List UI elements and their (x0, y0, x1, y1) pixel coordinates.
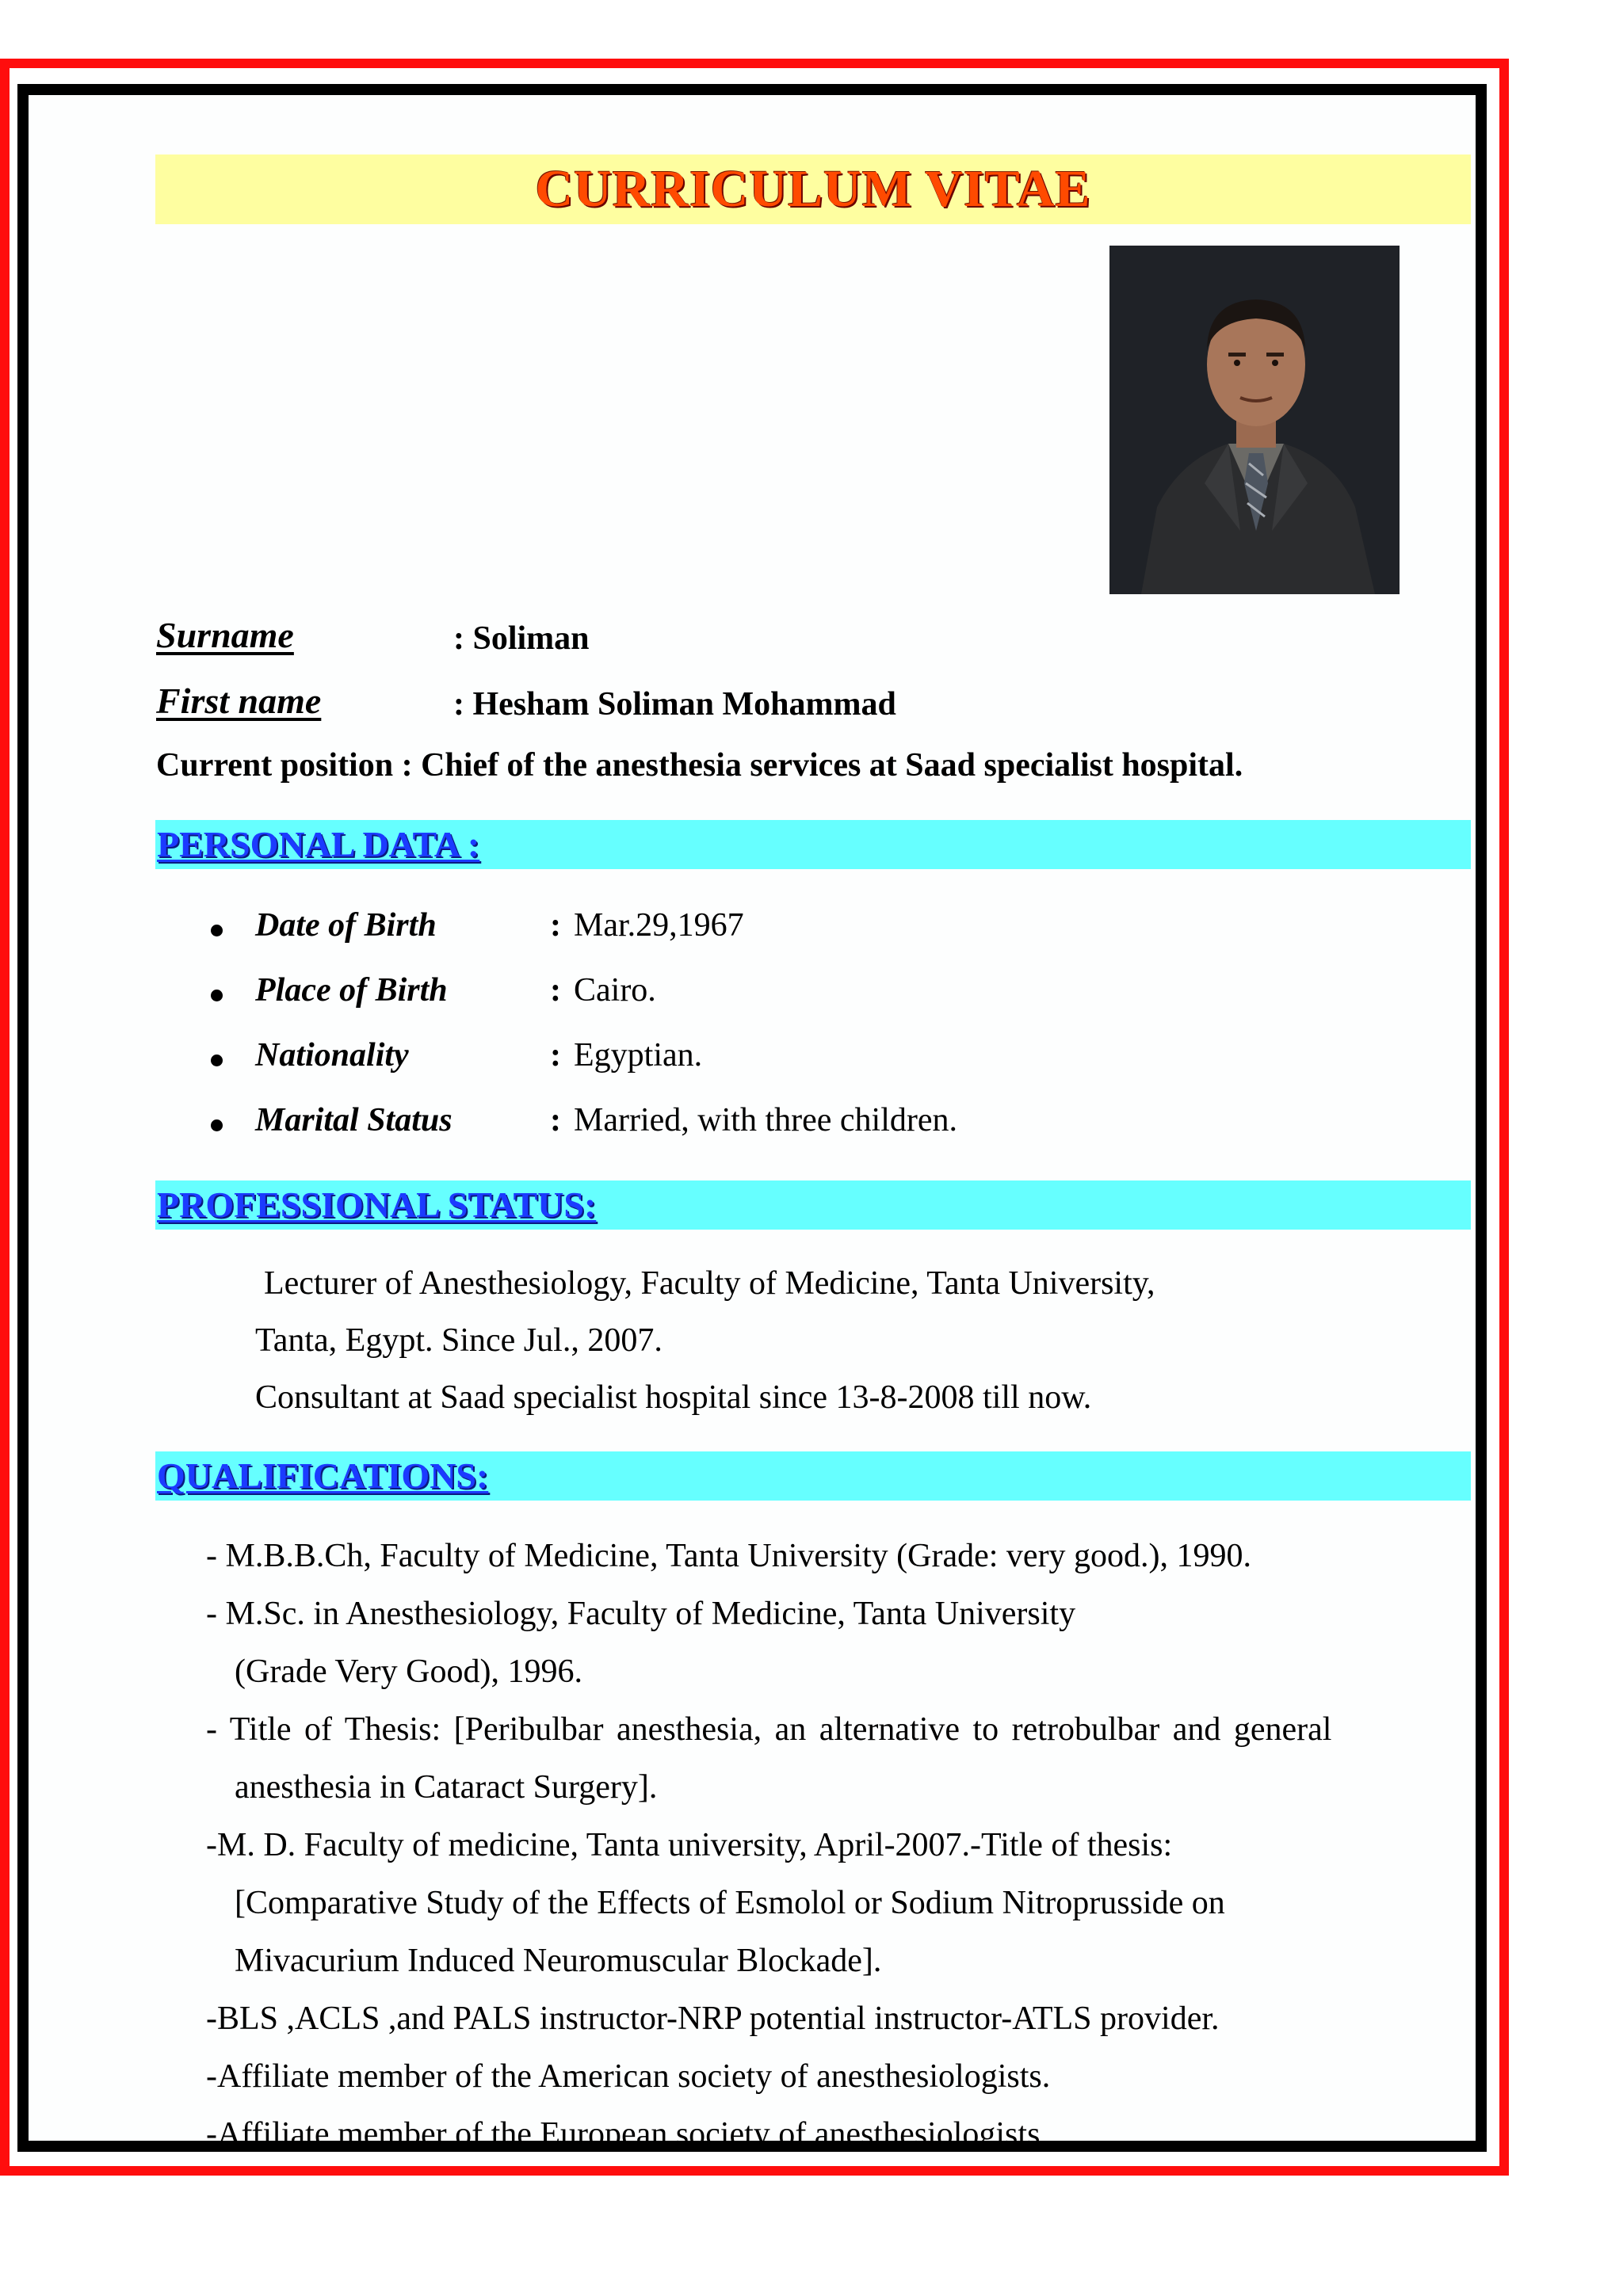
qualification-line: - Title of Thesis: [Peribulbar anesthesia, an alternative to retrobulbar and general (206, 1711, 1332, 1748)
list-item-label: Nationality (255, 1037, 409, 1074)
bullet-icon (211, 925, 223, 936)
list-item-colon: : (550, 1102, 561, 1138)
personal-data-heading: PERSONAL DATA : (157, 824, 480, 864)
first-name-label: First name (156, 681, 322, 721)
qualification-line: - M.Sc. in Anesthesiology, Faculty of Medicine, Tanta University (206, 1596, 1076, 1632)
bullet-icon (211, 1119, 223, 1131)
professional-status-line: Consultant at Saad specialist hospital since 13-8-2008 till now. (255, 1379, 1092, 1416)
professional-status-heading: PROFESSIONAL STATUS: (157, 1184, 597, 1225)
list-item-label: Place of Birth (255, 972, 448, 1009)
professional-status-line: Lecturer of Anesthesiology, Faculty of Medicine, Tanta University, (264, 1265, 1155, 1302)
qualifications-heading: QUALIFICATIONS: (157, 1455, 489, 1496)
surname-value: : Soliman (453, 620, 590, 657)
bullet-icon (211, 990, 223, 1001)
qualification-line: -M. D. Faculty of medicine, Tanta university, April-2007.-Title of thesis: (206, 1827, 1173, 1863)
qualification-line: anesthesia in Cataract Surgery]. (235, 1769, 658, 1806)
current-position: Current position : Chief of the anesthesia services at Saad specialist hospital. (156, 747, 1243, 784)
professional-status-line: Tanta, Egypt. Since Jul., 2007. (255, 1322, 663, 1359)
professional-status-banner (155, 1180, 1471, 1230)
qualification-line: (Grade Very Good), 1996. (235, 1653, 582, 1690)
qualification-line: - M.B.B.Ch, Faculty of Medicine, Tanta University (Grade: very good.), 1990. (206, 1538, 1252, 1574)
list-item-label: Date of Birth (255, 907, 437, 944)
list-item-colon: : (550, 972, 561, 1009)
first-name-value: : Hesham Soliman Mohammad (453, 686, 896, 723)
list-item-value: Egyptian. (574, 1037, 703, 1074)
person-portrait-photo (1109, 246, 1400, 594)
list-item-value: Cairo. (574, 972, 656, 1009)
list-item-label: Marital Status (255, 1102, 453, 1138)
bullet-icon (211, 1055, 223, 1066)
list-item-colon: : (550, 907, 561, 944)
list-item-value: Married, with three children. (574, 1102, 957, 1138)
document-title: CURRICULUM VITAE (535, 160, 1091, 218)
list-item-colon: : (550, 1037, 561, 1074)
qualification-line: [Comparative Study of the Effects of Esmolol or Sodium Nitroprusside on (235, 1885, 1225, 1921)
qualification-line: Mivacurium Induced Neuromuscular Blockade]. (235, 1943, 882, 1979)
qualification-line: -Affiliate member of the European society of anesthesiologists. (206, 2116, 1048, 2153)
personal-data-banner (155, 820, 1471, 869)
qualification-line: -BLS ,ACLS ,and PALS instructor-NRP potential instructor-ATLS provider. (206, 2000, 1220, 2037)
qualifications-banner (155, 1451, 1471, 1501)
title-banner (155, 154, 1471, 224)
portrait-illustration (1109, 246, 1400, 594)
surname-label: Surname (156, 615, 294, 655)
qualification-line: -Affiliate member of the American society of anesthesiologists. (206, 2058, 1051, 2095)
list-item-value: Mar.29,1967 (574, 907, 744, 944)
